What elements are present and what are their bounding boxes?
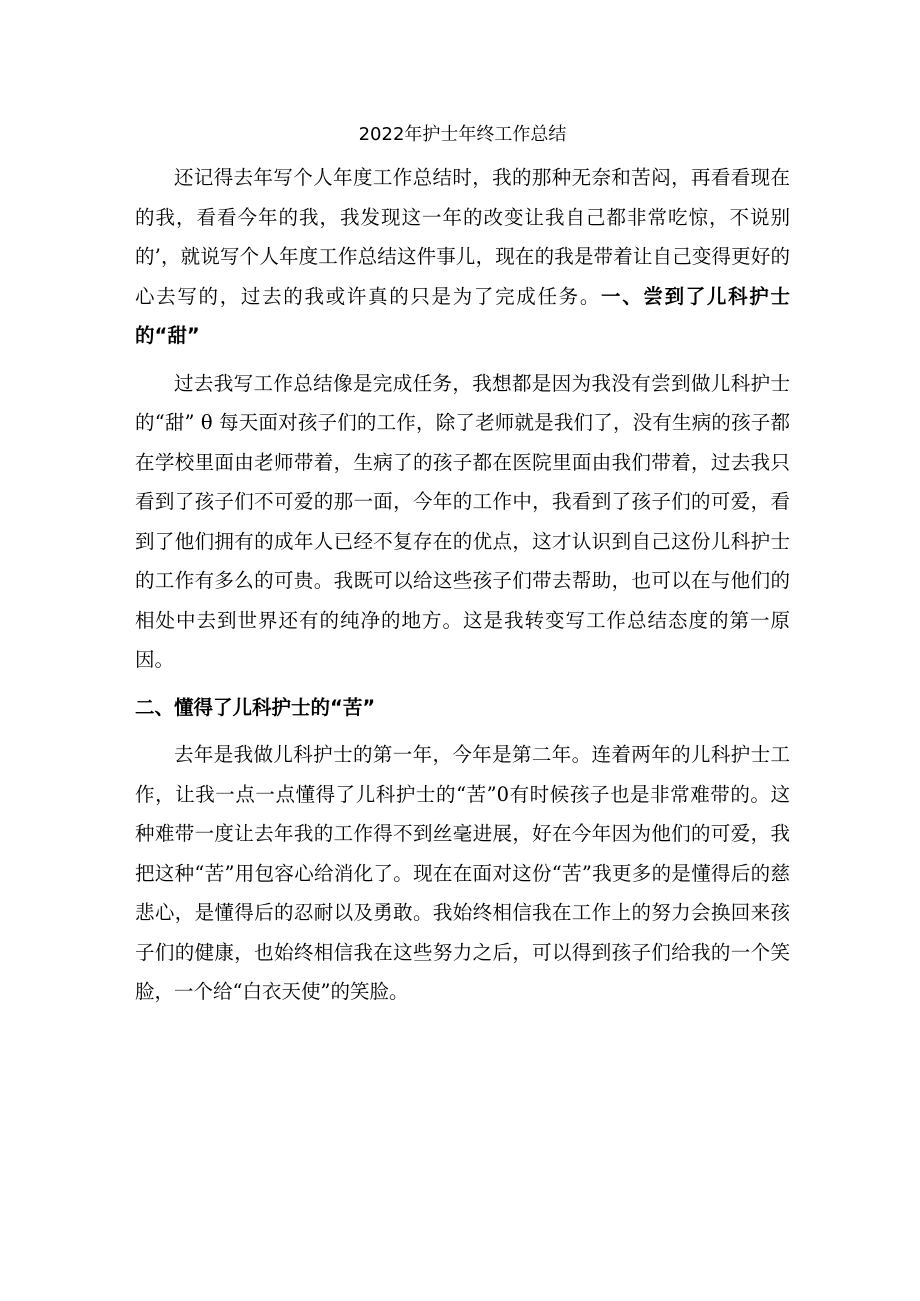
spacer [135,727,790,735]
paragraph-intro-text: 还记得去年写个人年度工作总结时，我的那种无奈和苦闷，再看看现在的我，看看今年的我，我发现这一年的改变让我自己都非常吃惊，不说别的’，就说写个人年度工作总结这件事儿，现在的我是带着让自己变得更好的心去写的，过去的我或许真的只是为了完成任务。 [135,166,790,308]
document-title: 2022年护士年终工作总结 [358,124,567,145]
section-heading-bitter: 二、懂得了儿科护士的“苦” [135,695,376,719]
spacer [135,680,790,688]
document-body [135,120,790,1012]
paragraph-sweet: 过去我写工作总结像是完成任务，我想都是因为我没有尝到做儿科护士的“甜” θ 每天面对孩子们的工作，除了老师就是我们了，没有生病的孩子都在学校里面由老师带着，生病了的孩子都在医院里面由我们带着，过去我只看到了孩子们不可爱的那一面，今年的工作中，我看到了孩子们的可爱，看到了他们拥有的成年人已经不复存在的优点，这才认识到自己这份儿科护士的工作有多么的可贵。我既可以给这些孩子们带去帮助，也可以在与他们的相处中去到世界还有的纯净的地方。这是我转变写工作总结态度的第一原因。 [135,371,790,671]
paragraph-intro [135,158,790,356]
spacer [135,356,790,364]
paragraph-bitter: 去年是我做儿科护士的第一年，今年是第二年。连着两年的儿科护士工作，让我一点一点懂得了儿科护士的“苦”0有时候孩子也是非常难带的。这种难带一度让去年我的工作得不到丝毫进展，好在今年因为他们的可爱，我把这种“苦”用包容心给消化了。现在在面对这份“苦”我更多的是懂得后的慈悲心，是懂得后的忍耐以及勇敢。我始终相信我在工作上的努力会换回来孩子们的健康，也始终相信我在这些努力之后，可以得到孩子们给我的一个笑脸，一个给“白衣天使”的笑脸。 [135,743,790,1003]
section-heading-sweet: 一、尝到了儿科护士的“甜” [135,284,790,347]
